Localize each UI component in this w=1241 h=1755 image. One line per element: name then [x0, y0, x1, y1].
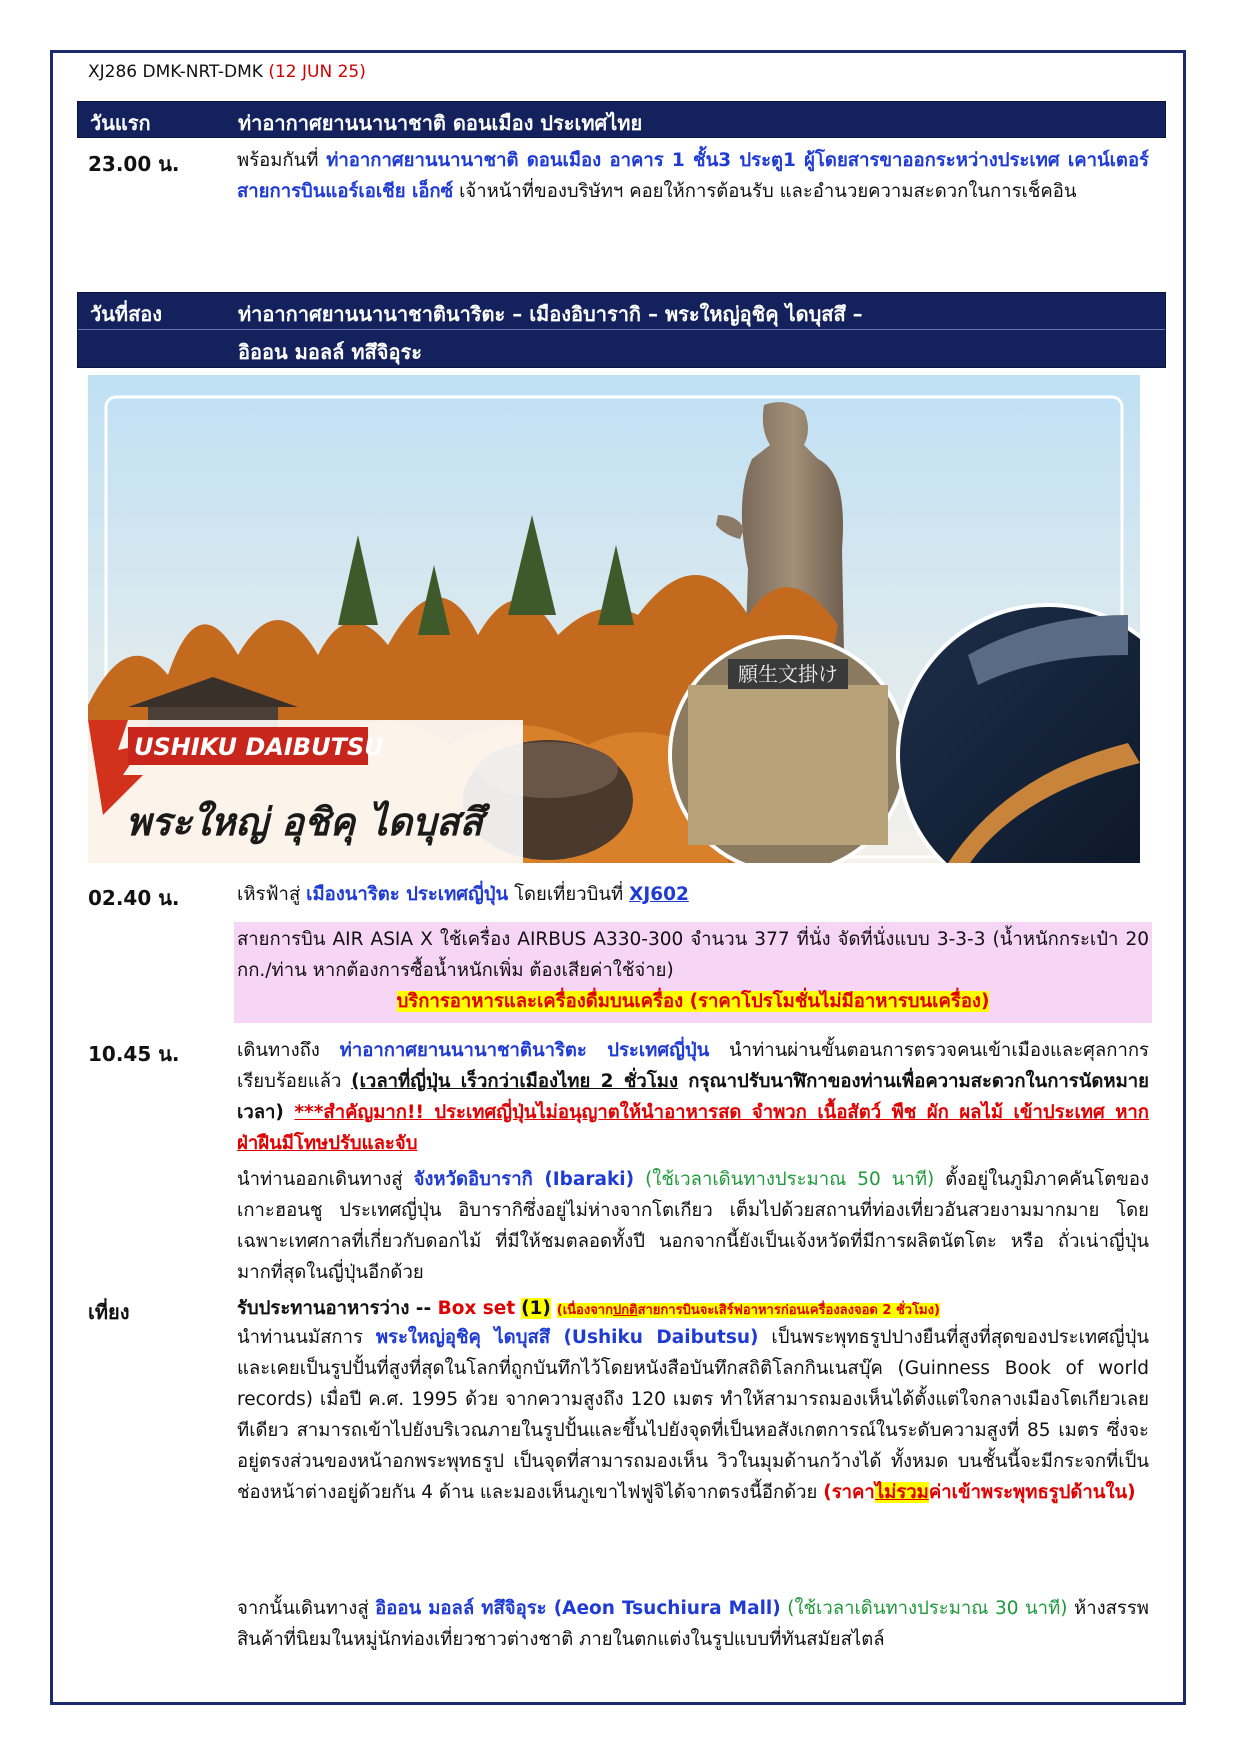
arrival-paragraph — [237, 1035, 1149, 1159]
flight-info: สายการบิน AIR ASIA X ใช้เครื่อง AIRBUS A330-300 จำนวน 377 ที่นั่ง จัดที่นั่งแบบ 3-3-3 (น้ำหนักกระเป๋า 20 กก./ท่าน หากต้องการซื้อน้ำหนักเพิ่ม ต้องเสียค่าใช้จ่าย) — [237, 929, 1149, 981]
divider — [78, 329, 1165, 330]
travel-duration: (ใช้เวลาเดินทางประมาณ 30 นาที) — [780, 1598, 1068, 1619]
departure-line — [237, 879, 1149, 910]
box-set: Box set — [437, 1298, 516, 1319]
text: พร้อมกันที่ — [237, 150, 327, 171]
ibaraki-name: จังหวัดอิบารากิ (Ibaraki) — [413, 1169, 635, 1190]
travel-duration: (ใช้เวลาเดินทางประมาณ 50 นาที) — [634, 1169, 935, 1190]
lunch-note — [557, 1303, 940, 1318]
flight-code: XJ286 DMK-NRT-DMK — [88, 62, 263, 82]
day2-header — [77, 292, 1166, 368]
text: เหิรฟ้าสู่ — [237, 884, 307, 905]
clock-notice: กรุณาปรับนาฬิกาของท่านเพื่อความสะดวกในการนัดหมายเวลา) — [237, 1071, 1150, 1123]
text: ตั้งอยู่ในภูมิภาคคันโตของเกาะฮอนชู ประเทศญี่ปุ่น อิบารากิซึ่งอยู่ไม่ห่างจากโตเกียว เต็มไปด้วยสถานที่ท่องเที่ยวอันสวยงามมากมาย โดยเฉพาะเทศกาลที่เกี่ยวกับดอกไม้ ที่มีให้ชมตลอดทั้งปี นอกจากนี้ยังเป็นเจ้งหวัดที่มีการผลิตนัตโตะ หรือ ถั่วเน่าญี่ปุ่น มากที่สุดในญี่ปุ่นอีกด้วย — [237, 1169, 1149, 1283]
text: จากนั้นเดินทางสู่ — [237, 1598, 376, 1619]
food-warning: ***สำคัญมาก!! ประเทศญี่ปุ่นไม่อนุญาตให้นำอาหารสด จำพวก เนื้อสัตว์ พืช ผัก ผลไม้ เข้าประเทศ หากฝ่าฝืนมีโทษปรับและจับ — [237, 1102, 1149, 1154]
text: สายการบินจะเสิร์ฟอาหารก่อนเครื่องลงจอด 2 ชั่วโมง) — [637, 1303, 940, 1318]
box-set-count: (1) — [521, 1298, 551, 1319]
aeon-name: อิออน มอลล์ ทสึจิอุระ (Aeon Tsuchiura Mall) — [375, 1598, 781, 1619]
day1-title: ท่าอากาศยานนานาชาติ ดอนเมือง ประเทศไทย — [238, 111, 643, 135]
day1-header — [77, 101, 1166, 138]
arrival-airport: ท่าอากาศยานนานาชาตินาริตะ ประเทศญี่ปุ่น — [339, 1040, 710, 1061]
text: รับประทานอาหารว่าง -- — [237, 1298, 438, 1319]
text: นำท่านผ่านขั้นตอนการตรวจคนเข้าเมืองและศุลกากร เรียบร้อยแล้ว — [237, 1040, 1149, 1092]
text: ค่าเข้าพระพุทธรูปด้านใน) — [928, 1482, 1136, 1503]
day2-title-line1: ท่าอากาศยานนานาชาตินาริตะ – เมืองอิบารากิ – พระใหญ่อุชิคุ ไดบุสสึ – — [238, 302, 863, 326]
ibaraki-paragraph — [237, 1164, 1149, 1288]
text: ห้างสรรพสินค้าที่นิยมในหมู่นักท่องเที่ยวชาวต่างชาติ ภายในตกแต่งในรูปแบบที่ทันสมัยสไตล์ — [237, 1598, 1149, 1650]
flight-number-link[interactable]: XJ602 — [629, 884, 689, 905]
travel-date: (12 JUN 25) — [268, 62, 366, 82]
flight-info-box — [234, 922, 1152, 1023]
text: (ราคา — [823, 1482, 875, 1503]
airport-info: ท่าอากาศยานนานาชาติ ดอนเมือง อาคาร 1 ชั้น3 ประตู1 ผู้โดยสารขาออกระหว่างประเทศ เคาน์เตอร์ สายการบินแอร์เอเชีย เอ็กซ์ — [237, 150, 1149, 202]
arrival-time: 10.45 น. — [88, 1042, 180, 1066]
daibutsu-paragraph — [237, 1322, 1149, 1508]
day1-paragraph — [237, 145, 1149, 207]
text: นำท่านออกเดินทางสู่ — [237, 1169, 414, 1190]
day1-label: วันแรก — [90, 111, 151, 135]
meal-text: บริการอาหารและเครื่องดื่มบนเครื่อง (ราคาโปรโมชั่นไม่มีอาหารบนเครื่อง) — [396, 991, 990, 1012]
banner-english-title: USHIKU DAIBUTSU — [134, 733, 384, 761]
text: เดินทางถึง — [237, 1040, 340, 1061]
not-included: ไม่รวม — [874, 1482, 929, 1503]
flight-code-line — [88, 62, 366, 82]
day1-time: 23.00 น. — [88, 152, 180, 176]
aeon-paragraph — [237, 1593, 1149, 1655]
text: นำท่านนมัสการ — [237, 1327, 376, 1348]
text: (เนื่องจาก — [556, 1303, 613, 1318]
plaque-label: 願生文掛け — [738, 662, 838, 686]
banner-illustration — [88, 375, 1140, 863]
banner-thai-title: พระใหญ่ อุชิคุ ไดบุสสึ — [126, 800, 483, 844]
text: ปกติ — [612, 1303, 638, 1318]
day2-title-line2: อิออน มอลล์ ทสึจิอุระ — [238, 340, 422, 364]
day2-label: วันที่สอง — [90, 302, 163, 326]
ushiku-daibutsu-banner-image — [88, 375, 1140, 863]
daibutsu-name: พระใหญ่อุชิคุ ไดบุสสึ (Ushiku Daibutsu) — [375, 1327, 759, 1348]
time-difference: (เวลาที่ญี่ปุ่น เร็วกว่าเมืองไทย 2 ชั่วโมง — [351, 1071, 678, 1092]
text: เจ้าหน้าที่ของบริษัทฯ คอยให้การต้อนรับ และอำนวยความสะดวกในการเช็คอิน — [453, 181, 1077, 202]
text: เป็นพระพุทธรูปปางยืนที่สูงที่สุดของประเทศญี่ปุ่น และเคยเป็นรูปปั้นที่สูงที่สุดในโลกที่ถูกบันทึกไว้โดยหนังสือบันทึกสถิติโลกกินเนสบุ๊ค (Guinness Book of world records) เมื่อปี ค.ศ. 1995 ด้วย จากความสูงถึง 120 เมตร ทำให้สามารถมองเห็นได้ตั้งแต่ใจกลางเมืองโตเกียวเลยทีเดียว สามารถเข้าไปยังบริเวณภายในรูปปั้นและขึ้นไปยังจุดที่เป็นหอสังเกตการณ์ในระดับความสูงที่ 85 เมตร ซึ่งจะอยู่ตรงส่วนของหน้าอกพระพุทธรูป เป็นจุดที่สามารถมองเห็น วิวในมุมด้านกว้างได้ ทั้งหมด บนชั้นนี้จะมีกระจกที่เป็นช่องหน้าต่างอยู่ด้วยกัน 4 ด้าน และมองเห็นภูเขาไฟฟูจิได้จากตรงนี้อีกด้วย — [237, 1327, 1150, 1503]
noon-label: เที่ยง — [88, 1300, 130, 1324]
text: โดยเที่ยวบินที่ — [508, 884, 630, 905]
flight-time: 02.40 น. — [88, 886, 180, 910]
meal-notice — [237, 986, 1149, 1017]
destination: เมืองนาริตะ ประเทศญี่ปุ่น — [306, 884, 509, 905]
